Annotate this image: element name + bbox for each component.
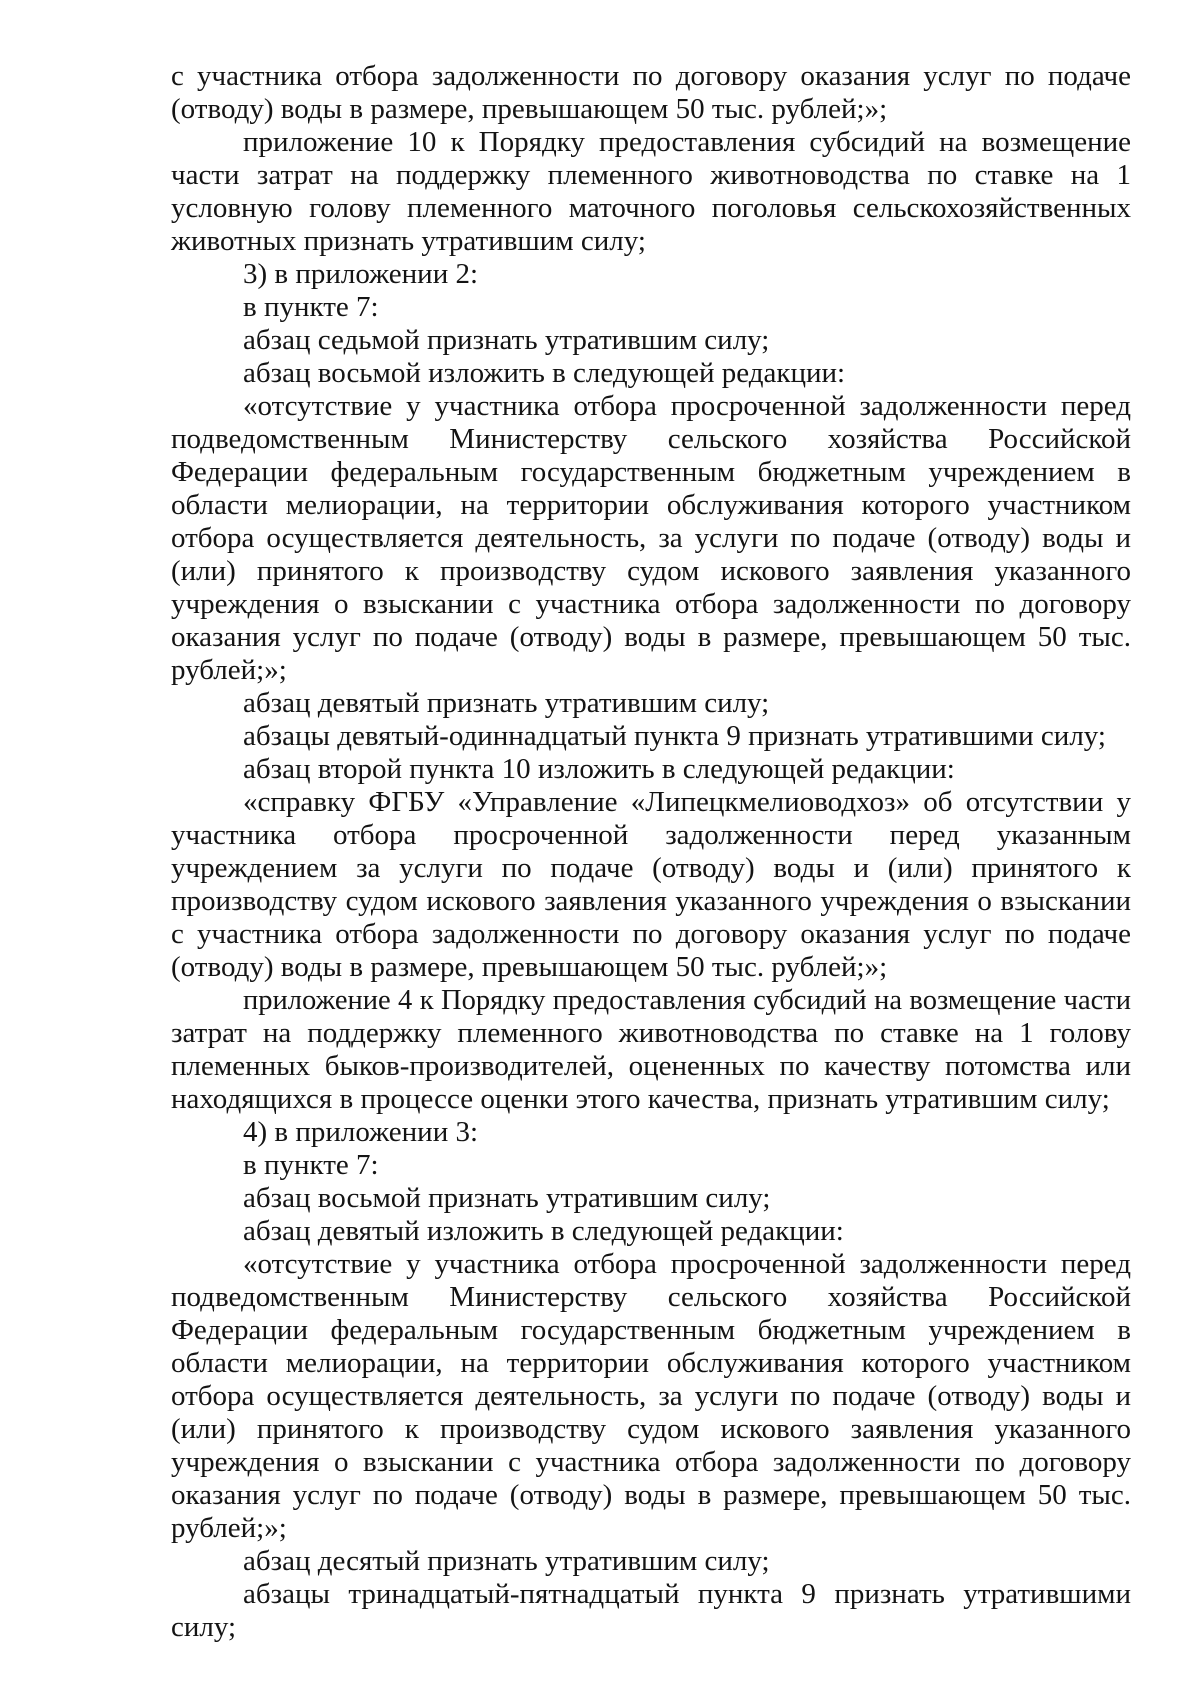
text-line: абзац седьмой признать утратившим силу;	[243, 324, 770, 356]
text-line: подведомственным Министерству сельского хозяйства Российской	[171, 423, 1131, 455]
text-line: рублей;»;	[171, 1512, 287, 1544]
text-line: «отсутствие у участника отбора просроченной задолженности перед	[243, 390, 1131, 422]
text-line: подведомственным Министерству сельского хозяйства Российской	[171, 1281, 1131, 1313]
text-line: с участника отбора задолженности по договору оказания услуг по подаче	[171, 918, 1131, 950]
text-line: в пункте 7:	[243, 1149, 379, 1181]
text-line: в пункте 7:	[243, 291, 379, 323]
text-line: отбора осуществляется деятельность, за услуги по подаче (отводу) воды и	[171, 522, 1131, 554]
text-line: находящихся в процессе оценки этого качества, признать утратившим силу;	[171, 1083, 1110, 1115]
text-line: производству судом искового заявления указанного учреждения о взыскании	[171, 885, 1131, 917]
text-line: затрат на поддержку племенного животноводства по ставке на 1 голову	[171, 1017, 1131, 1049]
text-line: «отсутствие у участника отбора просроченной задолженности перед	[243, 1248, 1131, 1280]
text-line: оказания услуг по подаче (отводу) воды в размере, превышающем 50 тыс.	[171, 621, 1131, 653]
text-line: племенных быков-производителей, оцененных по качеству потомства или	[171, 1050, 1131, 1082]
text-line: приложение 10 к Порядку предоставления субсидий на возмещение	[243, 126, 1131, 158]
text-line: абзацы тринадцатый-пятнадцатый пункта 9 признать утратившими	[243, 1578, 1131, 1610]
text-line: абзац восьмой признать утратившим силу;	[243, 1182, 771, 1214]
text-line: отбора осуществляется деятельность, за услуги по подаче (отводу) воды и	[171, 1380, 1131, 1412]
text-line: рублей;»;	[171, 654, 287, 686]
text-line: 4) в приложении 3:	[243, 1116, 479, 1148]
text-line: силу;	[171, 1611, 237, 1643]
text-line: (или) принятого к производству судом искового заявления указанного	[171, 1413, 1131, 1445]
text-line: условную голову племенного маточного поголовья сельскохозяйственных	[171, 192, 1131, 224]
text-line: абзац девятый признать утратившим силу;	[243, 687, 770, 719]
text-line: 3) в приложении 2:	[243, 258, 479, 290]
text-line: учреждением за услуги по подаче (отводу) воды и (или) принятого к	[171, 852, 1131, 884]
text-line: абзацы девятый-одиннадцатый пункта 9 признать утратившими силу;	[243, 720, 1106, 752]
text-line: животных признать утратившим силу;	[171, 225, 646, 257]
text-line: абзац десятый признать утратившим силу;	[243, 1545, 770, 1577]
text-line: абзац второй пункта 10 изложить в следующей редакции:	[243, 753, 955, 785]
text-line: (или) принятого к производству судом искового заявления указанного	[171, 555, 1131, 587]
text-line: учреждения о взыскании с участника отбора задолженности по договору	[171, 1446, 1131, 1478]
document-page	[171, 60, 1131, 1644]
text-line: приложение 4 к Порядку предоставления субсидий на возмещение части	[243, 985, 1131, 1016]
text-line: участника отбора просроченной задолженности перед указанным	[171, 819, 1131, 851]
text-line: «справку ФГБУ «Управление «Липецкмелиоводхоз» об отсутствии у	[243, 786, 1131, 818]
text-line: с участника отбора задолженности по договору оказания услуг по подаче	[171, 60, 1131, 92]
text-line: (отводу) воды в размере, превышающем 50 тыс. рублей;»;	[171, 951, 888, 983]
text-line: Федерации федеральным государственным бюджетным учреждением в	[171, 1314, 1131, 1346]
text-line: Федерации федеральным государственным бюджетным учреждением в	[171, 456, 1131, 488]
text-line: оказания услуг по подаче (отводу) воды в размере, превышающем 50 тыс.	[171, 1479, 1131, 1511]
text-line: абзац восьмой изложить в следующей редакции:	[243, 357, 846, 389]
text-line: области мелиорации, на территории обслуживания которого участником	[171, 489, 1131, 521]
text-line: области мелиорации, на территории обслуживания которого участником	[171, 1347, 1131, 1379]
text-line: учреждения о взыскании с участника отбора задолженности по договору	[171, 588, 1131, 620]
text-line: части затрат на поддержку племенного животноводства по ставке на 1	[171, 159, 1131, 191]
text-line: (отводу) воды в размере, превышающем 50 тыс. рублей;»;	[171, 93, 888, 125]
text-line: абзац девятый изложить в следующей редакции:	[243, 1215, 844, 1247]
